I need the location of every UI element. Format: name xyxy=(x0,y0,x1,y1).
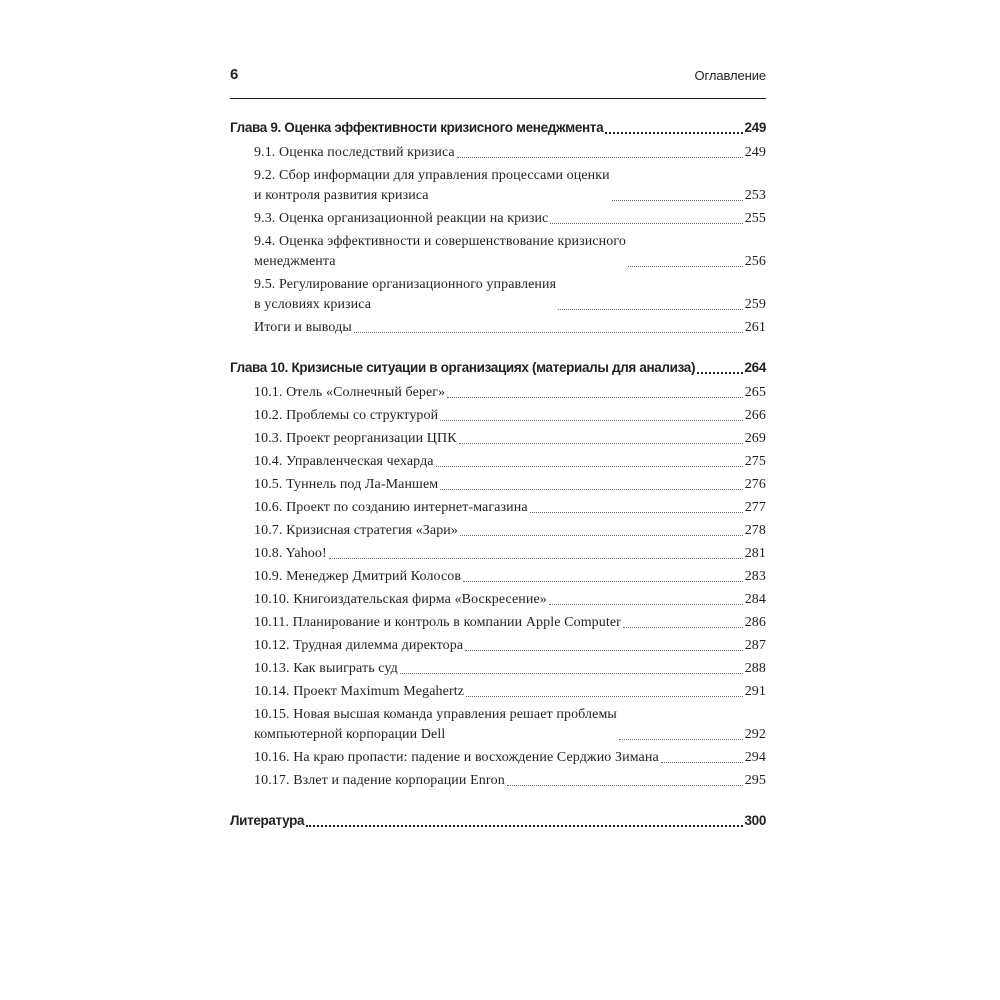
toc-item-page: 294 xyxy=(744,750,766,765)
dot-leader xyxy=(550,223,742,224)
toc-literature[interactable] xyxy=(230,811,766,831)
toc-item[interactable] xyxy=(230,659,766,679)
toc-item[interactable] xyxy=(230,406,766,426)
toc-item-title: 9.5. Регулирование организационного управления в условиях кризиса xyxy=(254,277,557,312)
toc-item[interactable] xyxy=(230,383,766,403)
toc-item[interactable] xyxy=(230,705,766,745)
toc-item-title: 10.13. Как выиграть суд xyxy=(254,661,398,676)
toc-item-page: 253 xyxy=(744,188,766,203)
toc-item-title: Итоги и выводы xyxy=(254,320,352,335)
dot-leader xyxy=(329,558,743,559)
toc-item[interactable] xyxy=(230,232,766,272)
toc-item-title: 10.14. Проект Maximum Megahertz xyxy=(254,684,465,699)
toc-item-page: 281 xyxy=(744,546,766,561)
toc-item-page: 291 xyxy=(744,684,766,699)
dot-leader xyxy=(440,420,742,421)
toc-item[interactable] xyxy=(230,636,766,656)
dot-leader xyxy=(460,535,743,536)
toc-entry-title: Глава 10. Кризисные ситуации в организациях (материалы для анализа) xyxy=(230,360,696,375)
toc-item[interactable] xyxy=(230,429,766,449)
toc-item[interactable] xyxy=(230,452,766,472)
toc-item-page: 256 xyxy=(744,254,766,269)
table-of-contents xyxy=(230,118,766,836)
dot-leader xyxy=(459,443,743,444)
dot-leader xyxy=(466,696,743,697)
toc-item-page: 287 xyxy=(744,638,766,653)
toc-item-title: 10.6. Проект по созданию интернет-магазина xyxy=(254,500,528,515)
toc-item-title: 10.3. Проект реорганизации ЦПК xyxy=(254,431,457,446)
toc-item-title: 10.1. Отель «Солнечный берег» xyxy=(254,385,446,400)
dot-leader xyxy=(661,762,743,763)
toc-item-page: 288 xyxy=(744,661,766,676)
dot-leader xyxy=(400,673,743,674)
dot-leader xyxy=(447,397,742,398)
toc-item[interactable] xyxy=(230,209,766,229)
toc-item-title: 9.1. Оценка последствий кризиса xyxy=(254,145,455,160)
toc-entry-page: 264 xyxy=(744,360,766,375)
toc-item[interactable] xyxy=(230,475,766,495)
toc-item[interactable] xyxy=(230,166,766,206)
toc-item[interactable] xyxy=(230,544,766,564)
toc-chapter-10-items xyxy=(230,383,766,791)
toc-item-page: 255 xyxy=(744,211,766,226)
dot-leader xyxy=(628,266,743,267)
dot-leader xyxy=(558,309,743,310)
toc-item-title: 9.3. Оценка организационной реакции на кризис xyxy=(254,211,549,226)
dot-leader xyxy=(306,825,742,827)
toc-item-page: 295 xyxy=(744,773,766,788)
toc-chapter-10[interactable] xyxy=(230,358,766,378)
toc-item[interactable] xyxy=(230,498,766,518)
toc-item-page: 275 xyxy=(744,454,766,469)
toc-item-title: 10.12. Трудная дилемма директора xyxy=(254,638,464,653)
toc-item-page: 286 xyxy=(744,615,766,630)
dot-leader xyxy=(440,489,742,490)
toc-item-page: 292 xyxy=(744,727,766,742)
page-number: 6 xyxy=(230,66,239,83)
dot-leader xyxy=(612,200,743,201)
dot-leader xyxy=(463,581,743,582)
toc-item-title: 10.4. Управленческая чехарда xyxy=(254,454,434,469)
toc-item-page: 266 xyxy=(744,408,766,423)
toc-item-title: 10.15. Новая высшая команда управления решает проблемы компьютерной корпорации Dell xyxy=(254,707,617,742)
dot-leader xyxy=(530,512,743,513)
dot-leader xyxy=(549,604,743,605)
book-page xyxy=(230,60,766,828)
toc-item-title: 10.16. На краю пропасти: падение и восхождение Серджио Зимана xyxy=(254,750,659,765)
toc-item-page: 249 xyxy=(744,145,766,160)
toc-item-title: 10.17. Взлет и падение корпорации Enron xyxy=(254,773,505,788)
section-title: Оглавление xyxy=(694,68,766,83)
toc-item[interactable] xyxy=(230,613,766,633)
toc-item-title: 10.7. Кризисная стратегия «Зари» xyxy=(254,523,458,538)
toc-item[interactable] xyxy=(230,590,766,610)
toc-item-page: 277 xyxy=(744,500,766,515)
toc-entry-title: Литература xyxy=(230,813,305,828)
toc-item[interactable] xyxy=(230,748,766,768)
toc-item-page: 283 xyxy=(744,569,766,584)
toc-item-title: 10.10. Книгоиздательская фирма «Воскресение» xyxy=(254,592,547,607)
toc-item[interactable] xyxy=(230,318,766,338)
header-rule xyxy=(230,98,766,99)
toc-item-page: 284 xyxy=(744,592,766,607)
toc-item-page: 276 xyxy=(744,477,766,492)
dot-leader xyxy=(507,785,743,786)
toc-item[interactable] xyxy=(230,771,766,791)
toc-item-page: 269 xyxy=(744,431,766,446)
toc-item-title: 10.2. Проблемы со структурой xyxy=(254,408,439,423)
toc-entry-page: 249 xyxy=(744,120,766,135)
toc-item[interactable] xyxy=(230,521,766,541)
running-head xyxy=(230,60,766,88)
dot-leader xyxy=(619,739,743,740)
toc-item-title: 10.8. Yahoo! xyxy=(254,546,327,561)
toc-chapter-9[interactable] xyxy=(230,118,766,138)
dot-leader xyxy=(457,157,743,158)
chapter-gap xyxy=(230,341,766,358)
toc-item-page: 265 xyxy=(744,385,766,400)
toc-item-title: 10.9. Менеджер Дмитрий Колосов xyxy=(254,569,462,584)
toc-item-title: 9.4. Оценка эффективности и совершенствование кризисного менеджмента xyxy=(254,234,626,269)
dot-leader xyxy=(605,132,742,134)
toc-item[interactable] xyxy=(230,275,766,315)
toc-entry-title: Глава 9. Оценка эффективности кризисного менеджмента xyxy=(230,120,604,135)
toc-item-page: 261 xyxy=(744,320,766,335)
toc-entry-page: 300 xyxy=(744,813,766,828)
dot-leader xyxy=(354,332,743,333)
chapter-gap xyxy=(230,794,766,811)
toc-item-page: 259 xyxy=(744,297,766,312)
toc-item-title: 9.2. Сбор информации для управления процессами оценки и контроля развития кризиса xyxy=(254,168,610,203)
dot-leader xyxy=(623,627,743,628)
toc-item-page: 278 xyxy=(744,523,766,538)
toc-item-title: 10.11. Планирование и контроль в компании Apple Computer xyxy=(254,615,621,630)
toc-chapter-9-items xyxy=(230,143,766,338)
dot-leader xyxy=(697,372,742,374)
toc-item[interactable] xyxy=(230,682,766,702)
toc-item-title: 10.5. Туннель под Ла-Маншем xyxy=(254,477,439,492)
dot-leader xyxy=(436,466,743,467)
toc-item[interactable] xyxy=(230,567,766,587)
dot-leader xyxy=(465,650,743,651)
toc-item[interactable] xyxy=(230,143,766,163)
